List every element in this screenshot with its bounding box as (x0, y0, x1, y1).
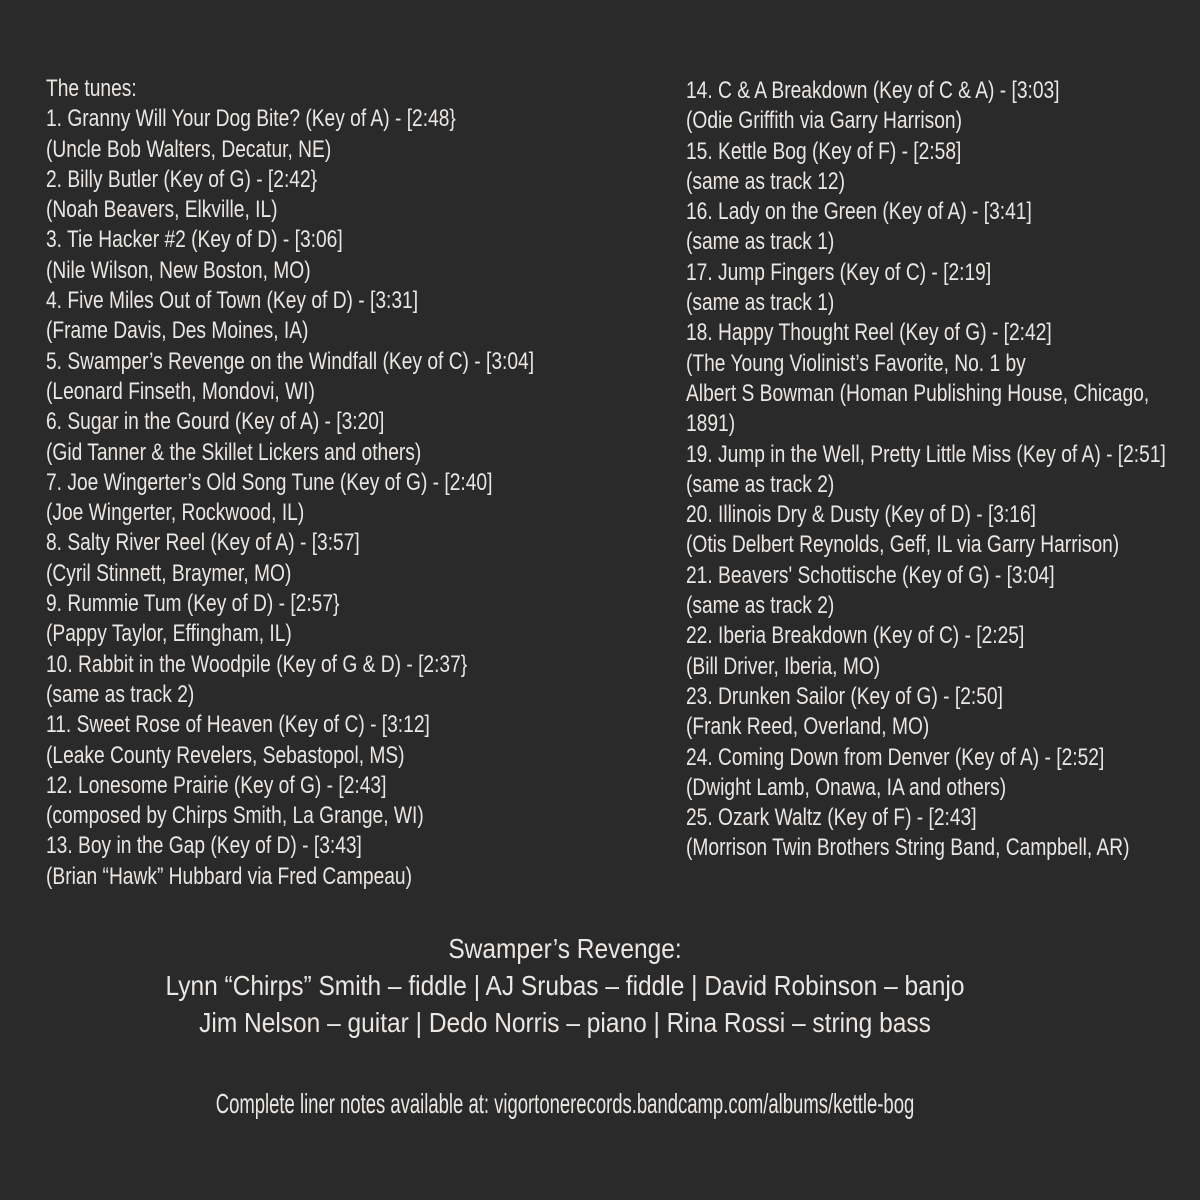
track-line: 9. Rummie Tum (Key of D) - [2:57} (46, 590, 340, 618)
track-line: 6. Sugar in the Gourd (Key of A) - [3:20] (46, 408, 385, 436)
track-line: (Leonard Finseth, Mondovi, WI) (46, 377, 315, 405)
track-line: (Odie Griffith via Garry Harrison) (686, 107, 962, 135)
track-line: 19. Jump in the Well, Pretty Little Miss (Key of A) - [2:51] (686, 440, 1166, 468)
track-line: (same as track 12) (686, 167, 845, 195)
track-line: (The Young Violinist’s Favorite, No. 1 by (686, 349, 1026, 377)
track-line: (same as track 2) (686, 592, 835, 620)
track-line: (Frank Reed, Overland, MO) (686, 713, 930, 741)
track-line: (same as track 2) (686, 470, 835, 498)
track-line: 20. Illinois Dry & Dusty (Key of D) - [3:16] (686, 501, 1036, 529)
track-line: (Joe Wingerter, Rockwood, IL) (46, 499, 305, 527)
track-line: (Pappy Taylor, Effingham, IL) (46, 620, 292, 648)
track-line: 1891) (686, 410, 736, 438)
track-line: 17. Jump Fingers (Key of C) - [2:19] (686, 258, 992, 286)
track-line: 24. Coming Down from Denver (Key of A) - [2:52] (686, 743, 1105, 771)
track-line: (Brian “Hawk” Hubbard via Fred Campeau) (46, 862, 412, 890)
liner-notes-url: Complete liner notes available at: vigortonerecords.bandcamp.com/albums/kettle-bog (215, 1088, 915, 1119)
track-line: 12. Lonesome Prairie (Key of G) - [2:43] (46, 771, 387, 799)
track-line: 25. Ozark Waltz (Key of F) - [2:43] (686, 804, 977, 832)
track-line: 5. Swamper’s Revenge on the Windfall (Key of C) - [3:04] (46, 347, 535, 375)
track-line: (same as track 1) (686, 228, 835, 256)
track-line: (Nile Wilson, New Boston, MO) (46, 256, 311, 284)
track-line: (Leake County Revelers, Sebastopol, MS) (46, 741, 405, 769)
track-line: (Morrison Twin Brothers String Band, Campbell, AR) (686, 834, 1130, 862)
track-line: 3. Tie Hacker #2 (Key of D) - [3:06] (46, 226, 343, 254)
tracklist-column-left (46, 74, 534, 892)
track-line: (Cyril Stinnett, Braymer, MO) (46, 559, 292, 587)
track-line: 23. Drunken Sailor (Key of G) - [2:50] (686, 682, 1003, 710)
track-line: (same as track 1) (686, 289, 835, 317)
track-line: 22. Iberia Breakdown (Key of C) - [2:25] (686, 622, 1025, 650)
track-line: 18. Happy Thought Reel (Key of G) - [2:42] (686, 319, 1052, 347)
tracklist-column-right (686, 76, 1166, 864)
track-line: (same as track 2) (46, 680, 195, 708)
track-line: (Bill Driver, Iberia, MO) (686, 652, 881, 680)
track-line: 11. Sweet Rose of Heaven (Key of C) - [3:12] (46, 711, 430, 739)
track-line: 15. Kettle Bog (Key of F) - [2:58] (686, 137, 962, 165)
credits-line-2: Jim Nelson – guitar | Dedo Norris – piano | Rina Rossi – string bass (199, 1007, 931, 1038)
credits-line-1: Lynn “Chirps” Smith – fiddle | AJ Srubas – fiddle | David Robinson – banjo (165, 970, 965, 1001)
track-line: 14. C & A Breakdown (Key of C & A) - [3:03] (686, 77, 1060, 104)
track-line: 21. Beavers' Schottische (Key of G) - [3:04] (686, 561, 1055, 589)
track-line: 13. Boy in the Gap (Key of D) - [3:43] (46, 832, 362, 860)
track-line: (Uncle Bob Walters, Decatur, NE) (46, 135, 332, 163)
band-name: Swamper’s Revenge: (448, 933, 682, 964)
track-line: Albert S Bowman (Homan Publishing House, Chicago, (686, 379, 1150, 407)
track-line: (Frame Davis, Des Moines, IA) (46, 317, 309, 345)
track-line: 4. Five Miles Out of Town (Key of D) - [3:31] (46, 287, 419, 315)
track-line: 2. Billy Butler (Key of G) - [2:42} (46, 165, 318, 193)
track-line: (Gid Tanner & the Skillet Lickers and others) (46, 438, 422, 466)
tracklist-right-lines (686, 76, 1166, 864)
track-line: 1. Granny Will Your Dog Bite? (Key of A) - [2:48} (46, 105, 456, 133)
track-line: 10. Rabbit in the Woodpile (Key of G & D) - [2:37} (46, 650, 468, 678)
track-line: 16. Lady on the Green (Key of A) - [3:41] (686, 198, 1032, 226)
tracklist-left-lines (46, 104, 534, 892)
track-line: (Noah Beavers, Elkville, IL) (46, 196, 278, 224)
track-line: (Otis Delbert Reynolds, Geff, IL via Garry Harrison) (686, 531, 1120, 559)
track-line: (composed by Chirps Smith, La Grange, WI) (46, 802, 424, 830)
track-line: 8. Salty River Reel (Key of A) - [3:57] (46, 529, 360, 557)
tracklist-heading: The tunes: (46, 75, 137, 102)
track-line: 7. Joe Wingerter’s Old Song Tune (Key of G) - [2:40] (46, 468, 493, 496)
track-line: (Dwight Lamb, Onawa, IA and others) (686, 773, 1007, 801)
